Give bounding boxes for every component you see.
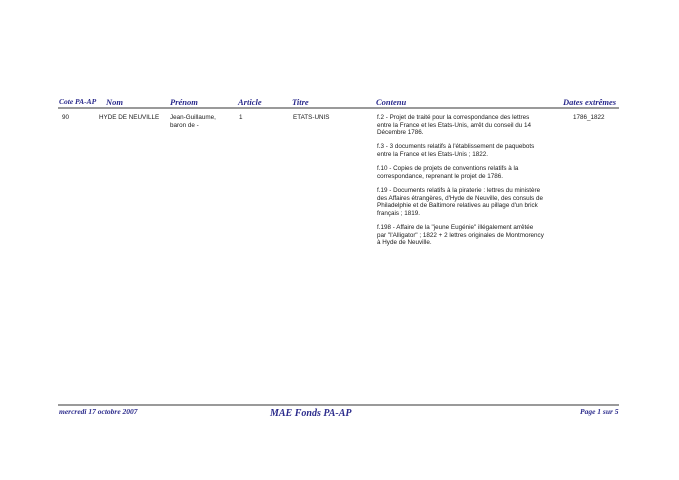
row-article: 1 (239, 114, 243, 121)
row-prenom-line1: Jean-Guillaume, (170, 114, 216, 121)
contenu-paragraph (377, 143, 562, 158)
footer-title: MAE Fonds PA-AP (270, 408, 352, 419)
row-titre: ETATS-UNIS (293, 114, 330, 121)
contenu-line: correspondance, reprenant le projet de 1786. (377, 172, 504, 180)
contenu-line: f.19 - Documents relatifs à la piraterie : lettres du ministère (377, 186, 541, 194)
row-nom: HYDE DE NEUVILLE (99, 114, 160, 121)
contenu-paragraph (377, 165, 562, 180)
contenu-line: Philadelphie et de Baltimore relatives au pillage d'un brick (377, 202, 538, 210)
header-rule (58, 107, 619, 109)
contenu-line: f.3 - 3 documents relatifs à l'établissement de paquebots (377, 143, 535, 151)
header-dates: Dates extrêmes (563, 97, 617, 107)
contenu-line: entre la France et les Etats-Unis, arrêt du conseil du 14 (377, 121, 532, 129)
row-contenu (377, 114, 562, 253)
header-nom: Nom (106, 97, 123, 107)
contenu-line: entre la France et les Etats-Unis ; 1822. (377, 150, 488, 158)
contenu-line: français ; 1819. (377, 209, 421, 217)
row-dates: 1786_1822 (573, 114, 605, 121)
footer-page: Page 1 sur 5 (580, 407, 619, 416)
contenu-line: f.10 - Copies de projets de conventions relatifs à la (377, 165, 519, 173)
header-prenom: Prénom (170, 97, 198, 107)
header-contenu: Contenu (376, 97, 407, 107)
footer-date: mercredi 17 octobre 2007 (59, 407, 138, 416)
contenu-line: Décembre 1786. (377, 129, 424, 137)
contenu-line: f.198 - Affaire de la "jeune Eugénie" illégalement arrêtée (377, 223, 534, 231)
header-article: Article (238, 97, 262, 107)
contenu-line: par "l'Alligator" ; 1822 + 2 lettres originales de Montmorency (377, 231, 544, 239)
row-prenom (170, 114, 216, 129)
contenu-paragraph (377, 114, 562, 137)
contenu-paragraph (377, 187, 562, 217)
contenu-line: f.2 - Projet de traité pour la correspondance des lettres (377, 114, 530, 121)
contenu-line: à Hyde de Neuville. (377, 239, 432, 247)
header-titre: Titre (292, 97, 309, 107)
contenu-line: des Affaires étrangères, d'Hyde de Neuville, des consuls de (377, 194, 543, 202)
row-cote: 90 (62, 114, 70, 121)
row-prenom-line2: baron de - (170, 121, 199, 129)
footer-rule (58, 404, 619, 406)
contenu-paragraph (377, 224, 562, 247)
header-cote: Cote PA-AP (59, 97, 97, 106)
